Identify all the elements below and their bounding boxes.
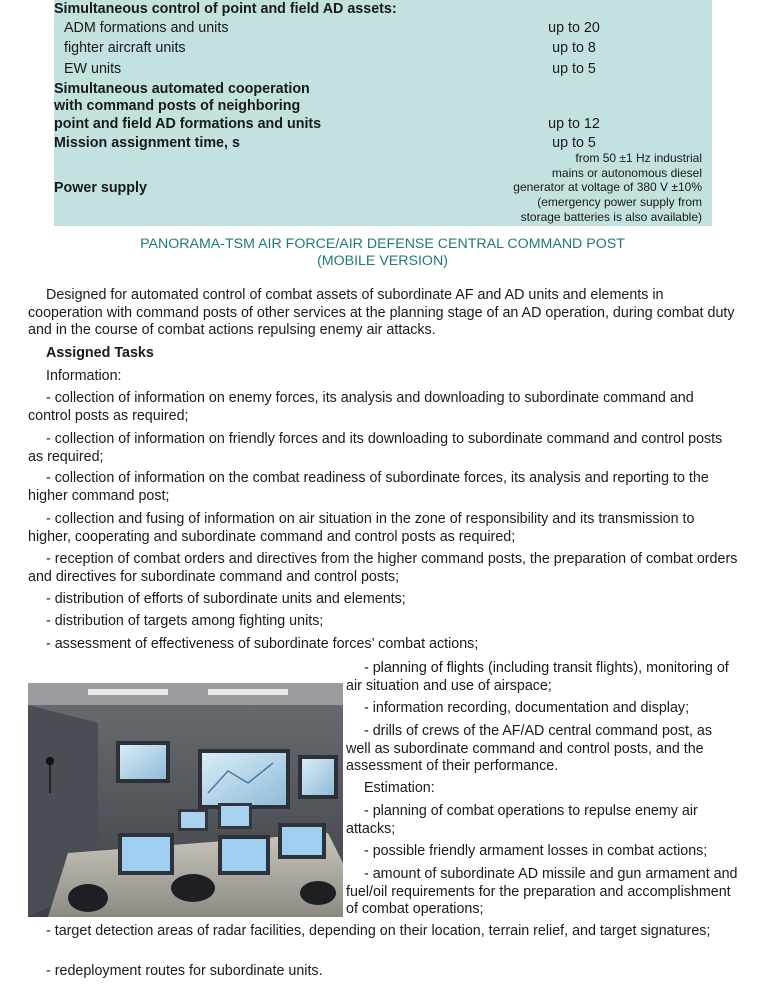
tasks-heading: Assigned Tasks [46, 345, 154, 361]
command-post-illustration [28, 683, 343, 917]
spec-label: Simultaneous automated cooperation [54, 81, 310, 97]
list-item: - collection and fusing of information on air situation in the zone of responsibility and its transmission to higher, cooperating and subordinate command and control posts as required; [28, 511, 695, 545]
spec-label: ADM formations and units [64, 20, 229, 36]
estimation-label: Estimation: [364, 780, 435, 796]
command-post-photo [28, 683, 343, 917]
spec-value: up to 20 [548, 20, 600, 36]
section-title [0, 236, 765, 270]
list-item: - distribution of efforts of subordinate units and elements; [46, 591, 406, 607]
spec-label: EW units [64, 61, 122, 77]
power-line: generator at voltage of 380 V ±10% [513, 180, 702, 195]
list-item: - amount of subordinate AD missile and gun armament and fuel/oil requirements for the preparation and accomplishment of combat operations; [346, 866, 738, 917]
spec-label: with command posts of neighboring [54, 98, 301, 114]
list-item: - planning of flights (including transit flights), monitoring of air situation and use of airspace; [346, 660, 729, 694]
spec-header: Simultaneous control of point and field AD assets: [54, 1, 397, 17]
spec-label: Power supply [54, 180, 147, 196]
spec-value: up to 8 [552, 40, 596, 56]
power-line: (emergency power supply from [537, 195, 702, 210]
list-item: - collection of information on friendly forces and its downloading to subordinate command and control posts as required; [28, 431, 723, 465]
list-item: - redeployment routes for subordinate units. [46, 963, 323, 979]
list-item: - possible friendly armament losses in combat actions; [364, 843, 708, 859]
intro-paragraph: Designed for automated control of combat assets of subordinate AF and AD units and elements in cooperation with command posts of other services at the planning stage of an AD operation, during combat duty and in the course of combat actions repulsing enemy air attacks. [28, 287, 735, 338]
list-item: - drills of crews of the AF/AD central command post, as well as subordinate command and control posts, and the assessment of their performance. [346, 723, 713, 774]
section-title-line: PANORAMA-TSM AIR FORCE/AIR DEFENSE CENTRAL COMMAND POST [140, 236, 625, 252]
spec-label: Mission assignment time, s [54, 135, 240, 151]
specifications-table [54, 0, 712, 226]
section-title-line: (MOBILE VERSION) [317, 253, 448, 269]
list-item: - information recording, documentation and display; [364, 700, 690, 716]
list-item: - reception of combat orders and directives from the higher command posts, the preparation of combat orders and directives for subordinate command and control posts; [28, 551, 738, 585]
list-item: - target detection areas of radar facilities, depending on their location, terrain relief, and target signatures; [46, 923, 711, 939]
list-item: - collection of information on enemy forces, its analysis and downloading to subordinate command and control posts as required; [28, 390, 694, 424]
list-item: - planning of combat operations to repulse enemy air attacks; [346, 803, 698, 837]
power-line: mains or autonomous diesel [551, 165, 702, 180]
list-item: - distribution of targets among fighting units; [46, 613, 324, 629]
information-label: Information: [46, 368, 122, 384]
spec-value: up to 5 [552, 61, 596, 77]
list-item: - assessment of effectiveness of subordinate forces’ combat actions; [46, 636, 479, 652]
power-line: storage batteries is also available) [520, 209, 702, 224]
power-line: from 50 ±1 Hz industrial [575, 151, 702, 165]
spec-label: point and field AD formations and units [54, 116, 322, 132]
spec-label: fighter aircraft units [64, 40, 186, 56]
spec-value: up to 5 [552, 135, 596, 151]
list-item: - collection of information on the combat readiness of subordinate forces, its analysis and reporting to the higher command post; [28, 470, 709, 504]
power-supply-value [472, 151, 702, 225]
spec-value: up to 12 [548, 116, 600, 132]
